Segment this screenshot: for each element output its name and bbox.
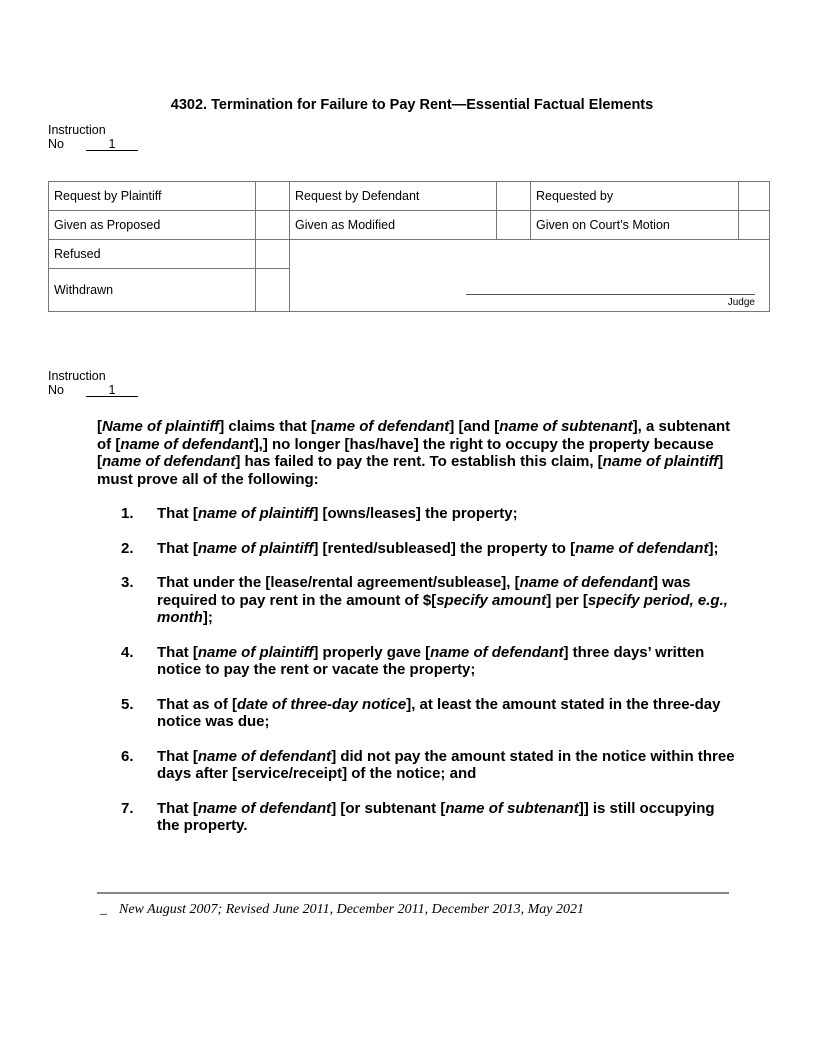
revision-note	[100, 902, 584, 918]
placeholder-text: Name of plaintiff	[102, 418, 220, 435]
text-segment: ] was required to pay rent in the amount of $[	[157, 574, 691, 609]
placeholder-text: name of subtenant	[445, 799, 579, 817]
placeholder-text: specify amount	[436, 591, 547, 609]
placeholder-text: name of defendant	[519, 574, 653, 591]
text-segment: ] claims that [	[219, 418, 316, 435]
refused-box[interactable]	[256, 240, 290, 269]
disposition-table	[48, 181, 770, 312]
text-segment: That [	[157, 799, 198, 817]
judge-label: Judge	[727, 297, 755, 308]
list-item	[97, 800, 737, 835]
placeholder-text: date of three-day notice	[237, 695, 407, 713]
given-modified-box[interactable]	[497, 211, 531, 240]
given-modified-label: Given as Modified	[290, 211, 497, 240]
given-court-label: Given on Court’s Motion	[531, 211, 739, 240]
no-label: No	[48, 383, 64, 397]
placeholder-text: name of defendant	[315, 418, 450, 435]
page-title: 4302. Termination for Failure to Pay Rent—Essential Factual Elements	[170, 97, 654, 113]
request-plaintiff-box[interactable]	[256, 182, 290, 211]
footer-dash: _	[100, 902, 107, 917]
item-number: 5.	[121, 695, 134, 713]
placeholder-text: name of plaintiff	[602, 453, 719, 470]
requested-by-label: Requested by	[531, 182, 739, 211]
item-number: 3.	[121, 574, 134, 591]
item-number: 4.	[121, 643, 134, 661]
elements-list	[97, 505, 737, 835]
text-segment: ] [and [	[449, 418, 500, 435]
text-segment: ] must prove all of the following:	[97, 453, 724, 488]
revision-text: New August 2007; Revised June 2011, December 2011, December 2013, May 2021	[119, 902, 584, 917]
list-item	[97, 540, 737, 558]
no-label: No	[48, 137, 64, 151]
given-court-box[interactable]	[739, 211, 770, 240]
text-segment: That [	[157, 539, 198, 557]
list-item	[97, 748, 737, 783]
instruction-number: 1	[86, 138, 138, 151]
text-segment: ] has failed to pay the rent. To establish this claim, [	[235, 453, 603, 470]
request-plaintiff-label: Request by Plaintiff	[49, 182, 256, 211]
item-number: 1.	[121, 505, 134, 522]
text-segment: That under the [lease/rental agreement/sublease], [	[157, 574, 520, 591]
list-item	[97, 644, 737, 679]
judge-signature-area	[290, 240, 770, 312]
instruction-number: 1	[86, 384, 138, 397]
intro-paragraph	[97, 418, 737, 488]
signature-line[interactable]	[466, 294, 755, 295]
text-segment: ] [or subtenant [	[331, 799, 446, 817]
text-segment: That [	[157, 643, 198, 661]
placeholder-text: name of defendant	[575, 539, 709, 557]
text-segment: [	[97, 418, 102, 435]
requested-by-box[interactable]	[739, 182, 770, 211]
text-segment: ] did not pay the amount stated in the notice within three days after [service/receipt] of the notice; and	[157, 747, 735, 782]
text-segment: ], a subtenant of [	[97, 418, 731, 453]
placeholder-text: name of defendant	[430, 643, 564, 661]
text-segment: ] properly gave [	[313, 643, 431, 661]
list-item	[97, 505, 737, 523]
given-proposed-label: Given as Proposed	[49, 211, 256, 240]
text-segment: ], at least the amount stated in the three-day notice was due;	[157, 695, 721, 730]
text-segment: ] three days’ written notice to pay the rent or vacate the property;	[157, 643, 705, 678]
given-proposed-box[interactable]	[256, 211, 290, 240]
instruction-label: Instruction	[48, 123, 106, 137]
instruction-label: Instruction	[48, 369, 106, 383]
text-segment: That as of [	[157, 695, 238, 713]
placeholder-text: name of plaintiff	[197, 643, 314, 661]
instruction-number-bottom	[48, 369, 138, 397]
text-segment: ]] is still occupying the property.	[157, 799, 715, 834]
text-segment: That [	[157, 505, 198, 522]
text-segment: ] [rented/subleased] the property to [	[313, 539, 576, 557]
text-segment: ];	[202, 609, 213, 626]
text-segment: ] [owns/leases] the property;	[313, 505, 518, 522]
placeholder-text: name of plaintiff	[197, 539, 314, 557]
text-segment: ],] no longer [has/have] the right to occupy the property because [	[97, 435, 714, 470]
request-defendant-box[interactable]	[497, 182, 531, 211]
instruction-body	[97, 418, 737, 835]
placeholder-text: specify period, e.g., month	[157, 591, 728, 626]
text-segment: That [	[157, 747, 198, 765]
instruction-number-top	[48, 123, 138, 151]
refused-label: Refused	[49, 240, 256, 269]
footer-divider	[97, 892, 729, 894]
request-defendant-label: Request by Defendant	[290, 182, 497, 211]
list-item	[97, 696, 737, 731]
item-number: 2.	[121, 539, 134, 557]
item-number: 7.	[121, 799, 134, 817]
withdrawn-label: Withdrawn	[49, 269, 256, 312]
placeholder-text: name of defendant	[120, 435, 254, 453]
placeholder-text: name of subtenant	[499, 418, 633, 435]
placeholder-text: name of plaintiff	[197, 505, 314, 522]
placeholder-text: name of defendant	[197, 747, 332, 765]
text-segment: ];	[708, 539, 719, 557]
placeholder-text: name of defendant	[197, 799, 332, 817]
list-item	[97, 574, 737, 627]
text-segment: ] per [	[546, 591, 588, 609]
item-number: 6.	[121, 747, 134, 765]
placeholder-text: name of defendant	[102, 453, 236, 470]
withdrawn-box[interactable]	[256, 269, 290, 312]
